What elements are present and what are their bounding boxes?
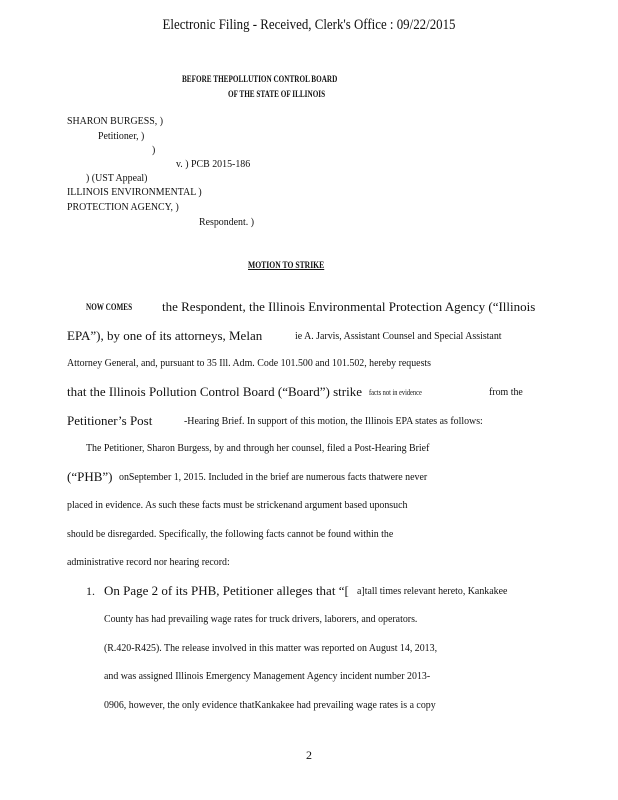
list-item-number: 1. <box>86 584 95 598</box>
p1-line4-a: that the Illinois Pollution Control Board (“Board”) strike <box>67 384 362 399</box>
case-number: v. ) PCB 2015-186 <box>176 158 251 170</box>
p2-line3: placed in evidence. As such these facts must be strickenand argument based uponsuch <box>67 499 408 511</box>
p1-line2-b: ie A. Jarvis, Assistant Counsel and Special Assistant <box>295 330 502 342</box>
p1-line5-b: -Hearing Brief. In support of this motion, the Illinois EPA states as follows: <box>184 415 483 427</box>
page-number: 2 <box>306 748 312 762</box>
appeal-type: ) (UST Appeal) <box>86 172 148 184</box>
petitioner-name: SHARON BURGESS, ) <box>67 115 164 127</box>
p1-line3: Attorney General, and, pursuant to 35 Ill. Adm. Code 101.500 and 101.502, hereby requests <box>67 357 432 369</box>
item1-line4: and was assigned Illinois Emergency Management Agency incident number 2013- <box>104 670 431 682</box>
p1-now-comes: NOW COMES <box>86 302 133 312</box>
p2-line1: The Petitioner, Sharon Burgess, by and through her counsel, filed a Post-Hearing Brief <box>86 442 430 454</box>
p2-line4: should be disregarded. Specifically, the following facts cannot be found within the <box>67 528 394 540</box>
filing-stamp: Electronic Filing - Received, Clerk's Office : 09/22/2015 <box>162 17 456 33</box>
p2-line5: administrative record nor hearing record: <box>67 556 230 568</box>
p2-line2-a: (“PHB”) <box>67 469 113 484</box>
respondent-name-line2: PROTECTION AGENCY, ) <box>67 201 179 213</box>
item1-line5: 0906, however, the only evidence thatKankakee had prevailing wage rates is a copy <box>104 699 436 711</box>
caption-paren: ) <box>152 144 156 156</box>
item1-line3: (R.420-R425). The release involved in this matter was reported on August 14, 2013, <box>104 642 438 654</box>
document-title: MOTION TO STRIKE <box>248 260 325 270</box>
p1-line5-a: Petitioner’s Post <box>67 413 153 428</box>
board-name-line1: BEFORE THEPOLLUTION CONTROL BOARD <box>182 74 338 84</box>
p1-line1: the Respondent, the Illinois Environmental Protection Agency (“Illinois <box>162 299 536 314</box>
item1-line2: County has had prevailing wage rates for truck drivers, laborers, and operators. <box>104 613 418 625</box>
petitioner-role: Petitioner, ) <box>98 130 145 142</box>
respondent-name-line1: ILLINOIS ENVIRONMENTAL ) <box>67 186 202 198</box>
respondent-role: Respondent. ) <box>199 216 254 228</box>
board-name-line2: OF THE STATE OF ILLINOIS <box>228 89 326 99</box>
item1-line1-a: On Page 2 of its PHB, Petitioner alleges that “[ <box>104 583 349 598</box>
p1-line4-c: from the <box>489 386 523 398</box>
p1-line2-a: EPA”), by one of its attorneys, Melan <box>67 328 263 343</box>
item1-line1-b: a]tall times relevant hereto, Kankakee <box>357 585 508 597</box>
p1-line4-b: facts not in evidence <box>369 388 422 397</box>
p2-line2-b: onSeptember 1, 2015. Included in the brief are numerous facts thatwere never <box>119 471 428 483</box>
